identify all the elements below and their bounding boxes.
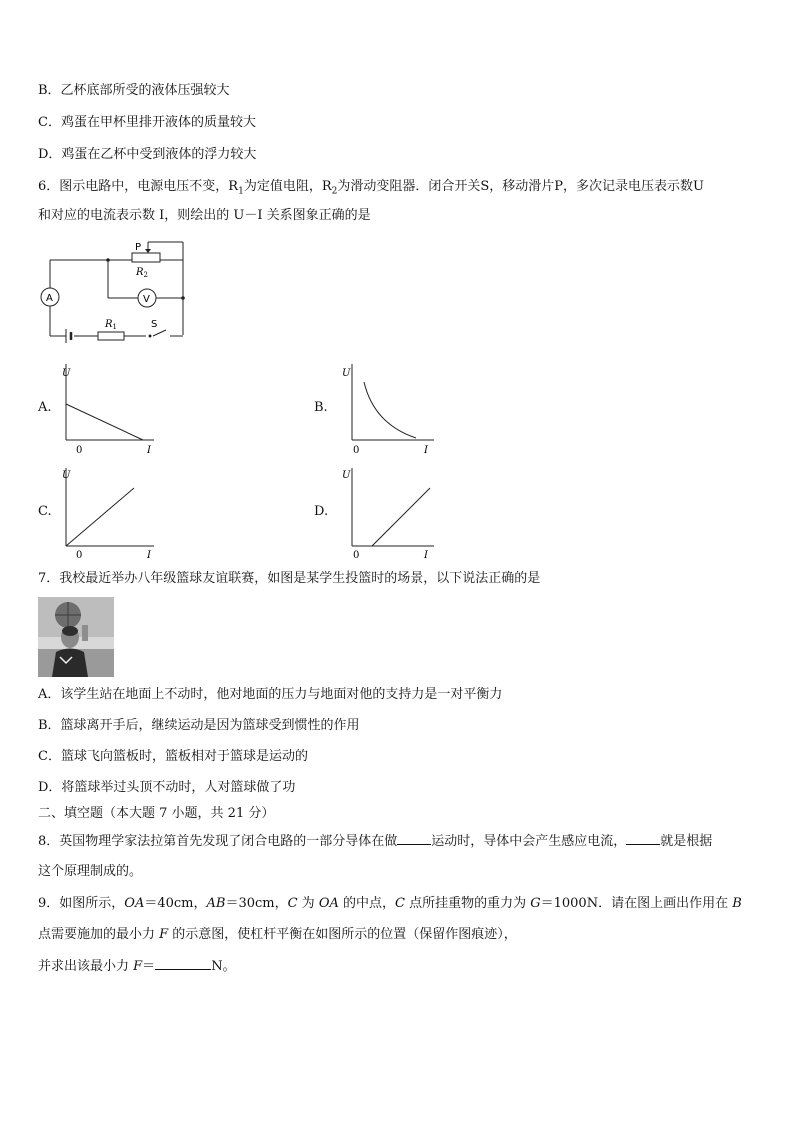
q6-stem-line2: 和对应的电流表示数 I，则绘出的 U－I 关系图象正确的是: [38, 208, 371, 223]
q8-part1: 8．英国物理学家法拉第首先发现了闭合电路的一部分导体在做: [38, 834, 398, 849]
q9-b: ＝40cm，: [144, 896, 207, 911]
graph-c: [58, 466, 158, 561]
q9-line3b: ＝: [142, 959, 156, 974]
q9-cvar: C: [287, 896, 298, 911]
q9-c: ＝30cm，: [225, 896, 288, 911]
q9-line2: [38, 926, 517, 944]
q7-option-b: B．篮球离开手后，继续运动是因为篮球受到惯性的作用: [38, 718, 360, 733]
graph-b-label: B.: [314, 400, 328, 415]
graph-d-label: D.: [314, 504, 329, 519]
graph-d-ylabel: U: [342, 470, 351, 481]
q9-line1: [38, 895, 742, 913]
q9-a: 9．如图所示，: [38, 896, 125, 911]
q5-option-b: B．乙杯底部所受的液体压强较大: [38, 83, 230, 98]
graph-b-ylabel: U: [342, 368, 351, 379]
basketball-photo: [38, 597, 114, 677]
graph-c-xlabel: I: [147, 550, 151, 561]
q8-blank-1[interactable]: [397, 832, 431, 845]
circuit-voltmeter-label: V: [143, 294, 150, 305]
q5-option-d: D．鸡蛋在乙杯中受到液体的浮力较大: [38, 147, 257, 162]
q9-e: 的中点，: [338, 896, 395, 911]
graph-b: [338, 362, 438, 457]
q7-option-a: A．该学生站在地面上不动时，他对地面的压力与地面对他的支持力是一对平衡力: [38, 687, 503, 702]
graph-a-ylabel: U: [62, 368, 71, 379]
q6-stem-line1: [38, 178, 704, 201]
graph-c-ylabel: U: [62, 470, 71, 481]
q6-r2: R: [321, 179, 332, 194]
q6-r1: R: [228, 179, 239, 194]
q9-f: 点所挂重物的重力为: [404, 896, 531, 911]
q5-option-c: C．鸡蛋在甲杯里排开液体的质量较大: [38, 115, 256, 130]
q8-line1: [38, 832, 712, 851]
q9-ab: AB: [206, 896, 226, 911]
q8-part3: 就是根据: [660, 834, 713, 849]
q6-r2-sub: 2: [331, 186, 338, 197]
section-heading: 二、填空题（本大题 7 小题，共 21 分）: [38, 806, 275, 821]
q7-stem: 7．我校最近举办八年级篮球友谊联赛，如图是某学生投篮时的场景，以下说法正确的是: [38, 571, 541, 586]
circuit-r2-label: $R_2$: [136, 267, 148, 279]
circuit-ammeter-label: A: [46, 293, 53, 304]
circuit-r1-label: $R_1$: [105, 319, 117, 331]
graph-a-xlabel: I: [147, 445, 151, 456]
q9-line2b: 的示意图，使杠杆平衡在如图所示的位置（保留作图痕迹），: [168, 927, 517, 942]
q9-fvar2: F: [133, 959, 143, 974]
q9-line3c: N。: [211, 959, 236, 974]
graph-d-origin: 0: [353, 550, 360, 561]
q6-r1-sub: 1: [238, 186, 244, 197]
q6-mid1: 为定值电阻，: [243, 179, 322, 194]
q9-oa2: OA: [318, 896, 339, 911]
graph-c-label: C.: [38, 504, 52, 519]
q9-d: 为: [297, 896, 319, 911]
q6-prefix: 6．图示电路中，电源电压不变，: [38, 179, 229, 194]
graph-a: [58, 362, 158, 457]
q9-answer-blank[interactable]: [155, 957, 211, 970]
graph-b-origin: 0: [353, 445, 360, 456]
circuit-s-label: S: [151, 319, 158, 330]
q9-line2a: 点需要施加的最小力: [38, 927, 160, 942]
q8-line2: 这个原理制成的。: [38, 864, 143, 879]
graph-c-origin: 0: [76, 550, 83, 561]
graph-b-xlabel: I: [424, 445, 428, 456]
q8-part2: 运动时，导体中会产生感应电流，: [431, 834, 627, 849]
circuit-p-label: P: [135, 242, 142, 253]
graph-d-xlabel: I: [424, 550, 428, 561]
q7-option-c: C．篮球飞向篮板时，篮板相对于篮球是运动的: [38, 749, 308, 764]
graph-a-origin: 0: [76, 445, 83, 456]
q9-cvar2: C: [395, 896, 405, 911]
q7-option-d: D．将篮球举过头顶不动时，人对篮球做了功: [38, 780, 296, 795]
q9-line3a: 并求出该最小力: [38, 959, 134, 974]
q9-fvar: F: [159, 927, 169, 942]
q9-oa: OA: [124, 896, 145, 911]
q9-h: ＝1000N．请在图上画出作用在: [540, 896, 733, 911]
q8-blank-2[interactable]: [626, 832, 660, 845]
graph-a-label: A.: [38, 400, 52, 415]
circuit-diagram: [38, 240, 188, 350]
q6-mid2: 为滑动变阻器．闭合开关S，移动滑片P，多次记录电压表示数U: [337, 179, 704, 194]
q9-bvar: B: [732, 896, 742, 911]
q9-line3: [38, 957, 236, 976]
q9-g: G: [530, 896, 541, 911]
graph-d: [338, 466, 438, 561]
